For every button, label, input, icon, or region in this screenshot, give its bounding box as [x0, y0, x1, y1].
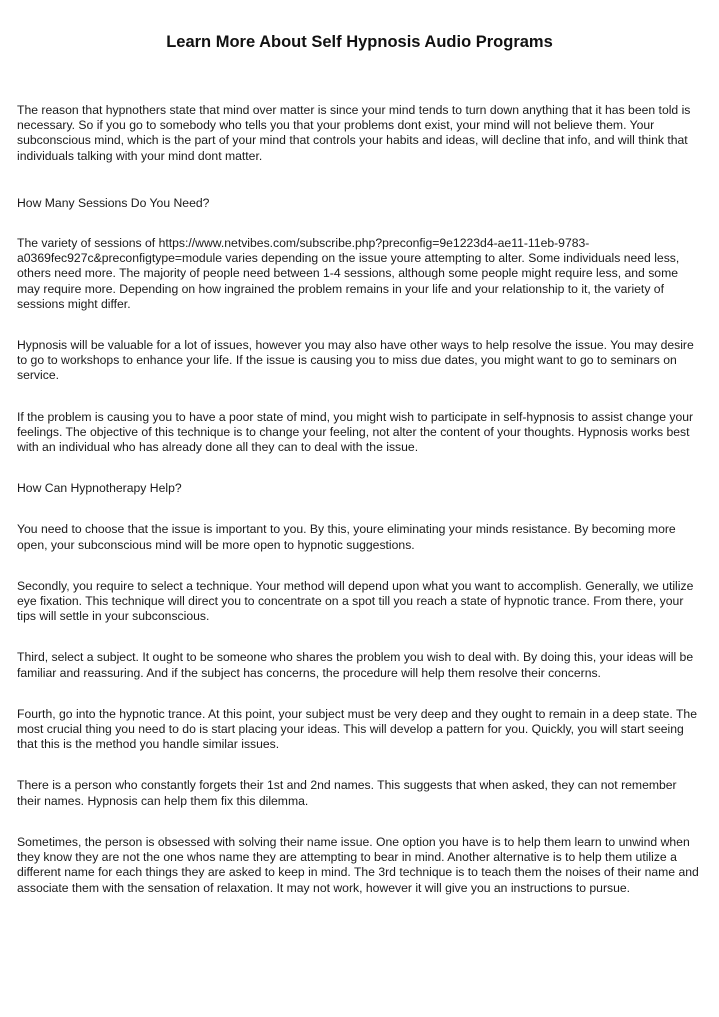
paragraph-state-of-mind: If the problem is causing you to have a poor state of mind, you might wish to participate in self-hypnosis to assist change your feelings. The objective of this technique is to change your feeling, not alter the content of your thoughts. Hypnosis works best with an individual who has already done all they can to deal with the issue.: [17, 409, 694, 455]
section-heading-sessions: How Many Sessions Do You Need?: [17, 195, 210, 210]
paragraph-second-step: Secondly, you require to select a technique. Your method will depend upon what you want to accomplish. Generally, we utilize eye fixation. This technique will direct you to concentrate on a spot till you reach a state of hypnotic trance. From there, your tips will settle in your subconscious.: [17, 578, 694, 624]
document-body: [17, 103, 703, 896]
paragraph-obsessed: Sometimes, the person is obsessed with solving their name issue. One option you have is to help them learn to unwind when they know they are not the one whos name they are attempting to bear in mind. Another alternative is to help them utilize a different name for each things they are asked to keep in mind. The 3rd technique is to teach them the noises of their name and associate them with the sensation of relaxation. It may not work, however it will give you an instructions to pursue.: [17, 834, 699, 895]
paragraph-third-step: Third, select a subject. It ought to be someone who shares the problem you wish to deal with. By doing this, your ideas will be familiar and reassuring. And if the subject has concerns, the procedure will help them resolve their concerns.: [17, 650, 694, 680]
paragraph-first-step: You need to choose that the issue is important to you. By this, youre eliminating your minds resistance. By becoming more open, your subconscious mind will be more open to hypnotic suggestions.: [17, 522, 676, 552]
paragraph-intro: The reason that hypnothers state that mind over matter is since your mind tends to turn down anything that it has been told is necessary. So if you go to somebody who tells you that your problems dont exist, your mind will not believe them. Your subconscious mind, which is the part of your mind that controls your habits and ideas, will decline that info, and will think that individuals talking with your mind dont matter.: [17, 103, 691, 163]
page-title: Learn More About Self Hypnosis Audio Programs: [166, 33, 553, 51]
section-heading-hypnotherapy: How Can Hypnotherapy Help?: [17, 481, 182, 496]
paragraph-sessions: The variety of sessions of https://www.netvibes.com/subscribe.php?preconfig=9e1223d4-ae11-11eb-9783-a0369fec927c&preconfigtype=module varies depending on the issue youre attempting to alter. Some individuals need less, others need more. The majority of people need between 1-4 sessions, although some people might require less, and some may require more. Depending on how ingrained the problem remains in your life and your relationship to it, the variety of sessions might differ.: [17, 236, 680, 311]
paragraph-fourth-step: Fourth, go into the hypnotic trance. At this point, your subject must be very deep and they ought to remain in a deep state. The most crucial thing you need to do is start placing your ideas. This will develop a pattern for you. Quickly, you will start seeing that this is the method you handle similar issues.: [17, 706, 697, 752]
paragraph-valuable: Hypnosis will be valuable for a lot of issues, however you may also have other ways to help resolve the issue. You may desire to go to workshops to enhance your life. If the issue is causing you to miss due dates, you might want to go to seminars on service.: [17, 338, 694, 383]
paragraph-forgets-names: There is a person who constantly forgets their 1st and 2nd names. This suggests that when asked, they can not remember their names. Hypnosis can help them fix this dilemma.: [17, 778, 677, 808]
